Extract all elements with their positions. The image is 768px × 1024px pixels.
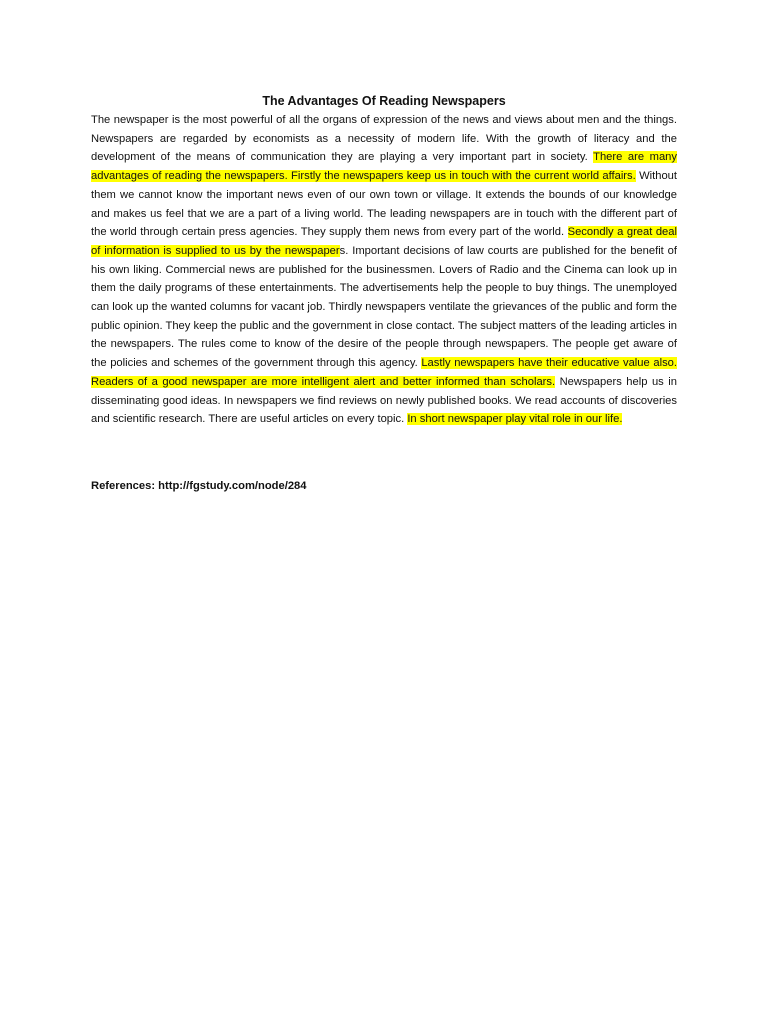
highlighted-segment: There are many advantages of reading the newspapers. Firstly the newspapers keep us in touch with the current world affairs. [91, 151, 677, 183]
body-segment: Newspapers help us in disseminating good ideas. In newspapers we find reviews on newly published books. We read accounts of discoveries and scientific research. There are useful articles on every topic. [91, 375, 677, 426]
highlighted-segment: In short newspaper play vital role in our life. [407, 413, 623, 426]
highlighted-segment: Secondly a great deal of information is supplied to us by the newspaper [91, 226, 677, 257]
body-segment: Without them we cannot know the important news even of our own town or village. It extends the bounds of our knowledge and makes us feel that we are a part of a living world. The leading newspapers are in touch with the different part of the world through certain press agencies. They supply them news from every part of the world. [91, 170, 677, 239]
document-body [91, 111, 677, 429]
body-segment: s. Important decisions of law courts are published for the benefit of his own liking. Commercial news are published for the businessmen. Lovers of Radio and the Cinema can look up in them the daily programs of these entertainments. The advertisements help the people to buy things. The unemployed can look up the wanted columns for vacant job. Thirdly newspapers ventilate the grievances of the public and form the public opinion. They keep the public and the government in close contact. The subject matters of the leading articles in the newspapers. The rules come to know of the desire of the people through newspapers. The people get aware of the policies and schemes of the government through this agency. [91, 244, 677, 370]
document-title: The Advantages Of Reading Newspapers [262, 94, 506, 108]
body-segment: The newspaper is the most powerful of all the organs of expression of the news and views about men and the things. Newspapers are regarded by economists as a necessity of modern life. With the growth of literacy and the development of the means of communication they are playing a very important part in society. [91, 114, 677, 164]
highlighted-segment: Lastly newspapers have their educative value also. Readers of a good newspaper are more intelligent alert and better informed than scholars. [91, 357, 677, 388]
references-line: References: http://fgstudy.com/node/284 [91, 480, 307, 492]
